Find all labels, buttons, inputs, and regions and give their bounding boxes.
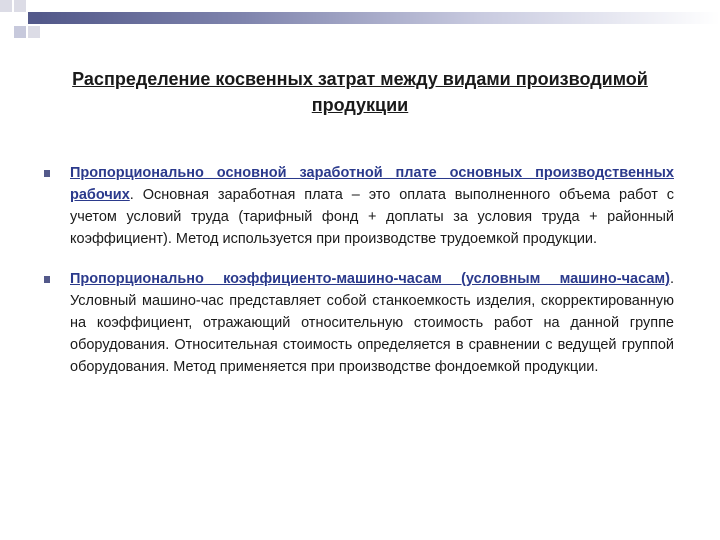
bullet-list <box>44 162 674 396</box>
decor-square <box>0 0 12 12</box>
bullet-body-text: . Основная заработная плата – это оплата выполненного объема работ с учетом условий труда (тарифный фонд + доплаты за условия труда + районный коэффициент). Метод используется при производстве трудоемкой продукции. <box>70 187 674 247</box>
bullet-body-text: . Условный машино-час представляет собой станкоемкость изделия, скорректированную на коэффициент, отражающий относительную стоимость работ на данной группе оборудования. Относительная стоимость определяется в сравнении с ведущей группой оборудования. Метод применяется при производстве фондоемкой продукции. <box>70 271 674 375</box>
decor-square <box>28 26 40 38</box>
decor-square <box>28 12 40 24</box>
bullet-square-icon <box>44 276 50 283</box>
bullet-item <box>44 268 674 378</box>
decor-square <box>14 26 26 38</box>
bullet-lead-text: Пропорционально основной заработной плате основных производственных рабочих <box>70 165 674 203</box>
header-decoration <box>0 0 720 38</box>
bullet-item <box>44 162 674 250</box>
bullet-square-icon <box>44 170 50 177</box>
decor-square <box>14 0 26 12</box>
slide-title: Распределение косвенных затрат между видами производимой продукции <box>72 69 648 115</box>
header-gradient-bar <box>40 12 720 24</box>
bullet-lead-text: Пропорционально коэффициенто-машино-часам (условным машино-часам) <box>70 271 670 287</box>
